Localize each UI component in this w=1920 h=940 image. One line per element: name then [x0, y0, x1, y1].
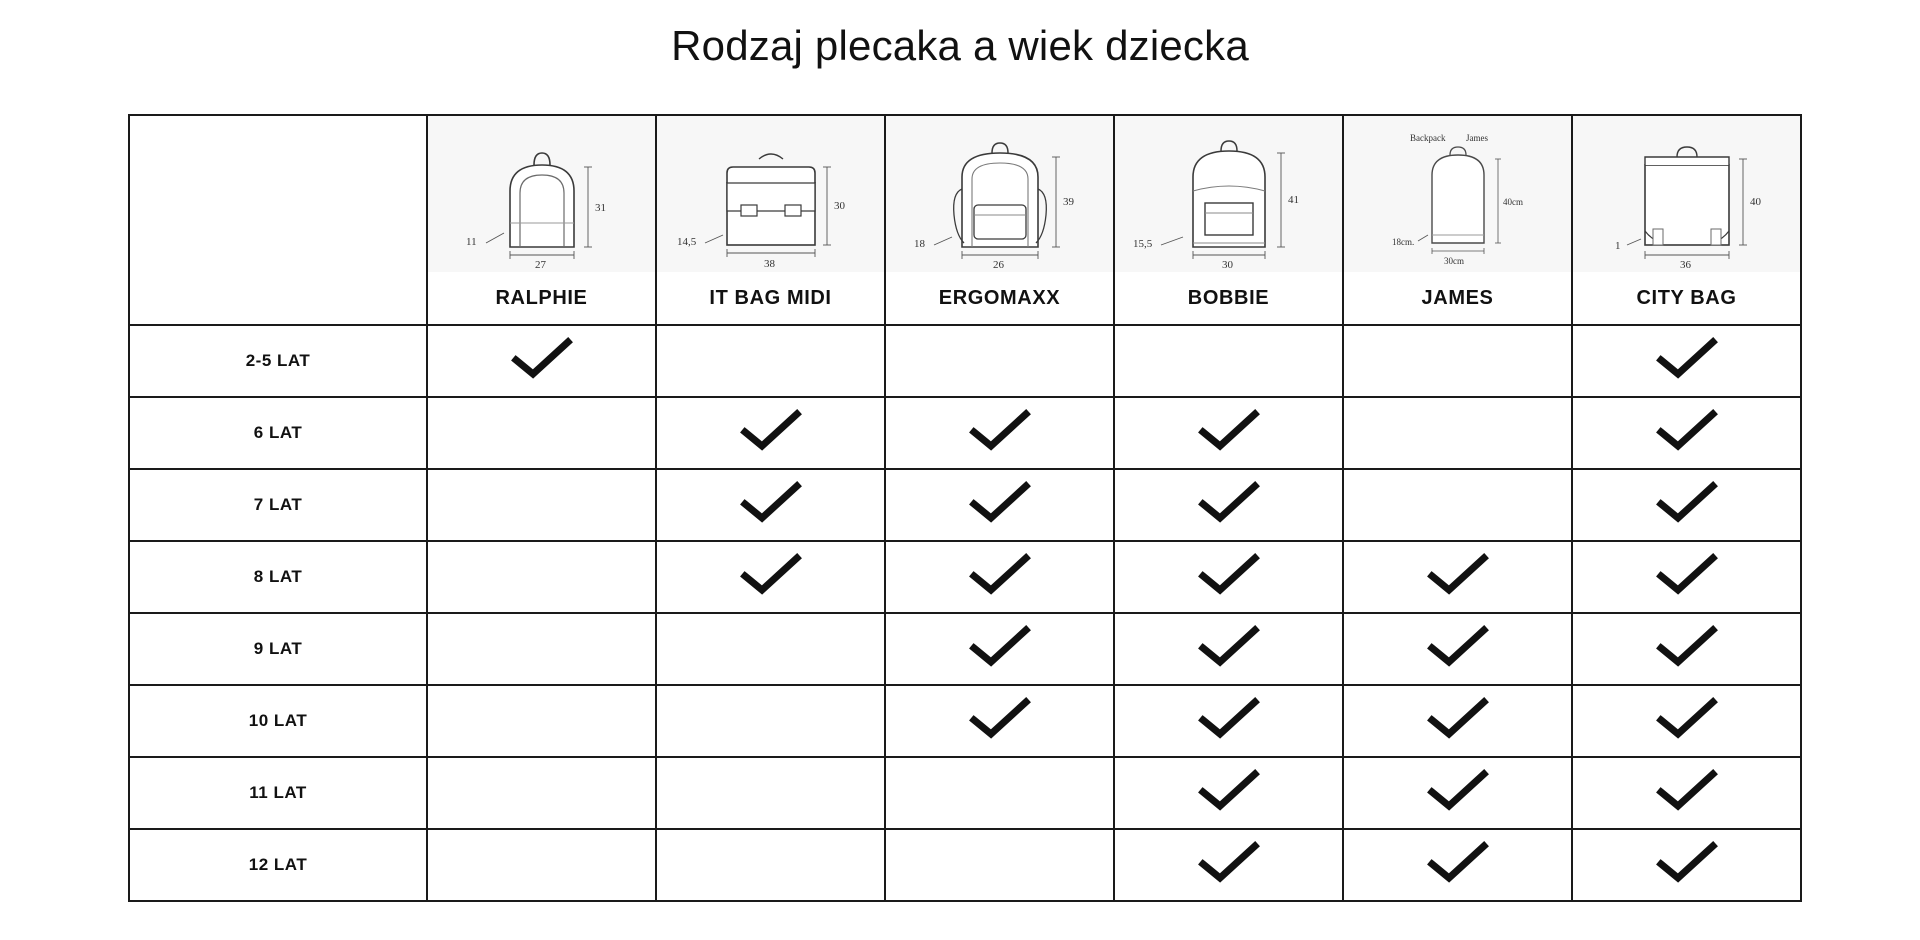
- svg-text:38: 38: [763, 258, 775, 269]
- empty-marker: [770, 364, 771, 365]
- table-row: [129, 397, 1801, 469]
- table-row: [129, 325, 1801, 397]
- svg-text:30: 30: [1221, 259, 1233, 269]
- cell-checked: [427, 325, 656, 397]
- empty-marker: [541, 508, 542, 509]
- satchel-itbagmidi-icon: [657, 116, 884, 272]
- check-icon: [1197, 625, 1261, 669]
- cell-checked: [1343, 829, 1572, 901]
- empty-marker: [541, 652, 542, 653]
- check-icon: [1655, 409, 1719, 453]
- column-header-james[interactable]: [1343, 115, 1572, 325]
- empty-marker: [1228, 364, 1229, 365]
- page-title: Rodzaj plecaka a wiek dziecka: [671, 22, 1249, 69]
- svg-text:31: 31: [594, 202, 606, 214]
- cell-checked: [1114, 541, 1343, 613]
- column-header-bobbie[interactable]: [1114, 115, 1343, 325]
- svg-text:30: 30: [833, 200, 845, 212]
- table-row: [129, 829, 1801, 901]
- svg-text:15,5: 15,5: [1132, 238, 1152, 250]
- cell-empty: [1343, 469, 1572, 541]
- cell-checked: [1572, 829, 1801, 901]
- svg-text:14,5: 14,5: [676, 236, 696, 248]
- empty-marker: [1457, 508, 1458, 509]
- check-icon: [1197, 769, 1261, 813]
- cell-checked: [656, 541, 885, 613]
- table-row: [129, 685, 1801, 757]
- svg-text:27: 27: [534, 259, 546, 269]
- column-header-label: JAMES: [1344, 272, 1571, 324]
- empty-marker: [770, 724, 771, 725]
- backpack-james-icon: [1344, 116, 1571, 272]
- check-icon: [1655, 841, 1719, 885]
- svg-text:18: 18: [913, 238, 925, 250]
- age-row-label: 2-5 LAT: [129, 325, 427, 397]
- age-row-label: 11 LAT: [129, 757, 427, 829]
- check-icon: [1655, 553, 1719, 597]
- column-header-it-bag-midi[interactable]: [656, 115, 885, 325]
- check-icon: [1426, 697, 1490, 741]
- cell-empty: [427, 541, 656, 613]
- check-icon: [1197, 697, 1261, 741]
- cell-empty: [1343, 397, 1572, 469]
- svg-text:1: 1: [1614, 240, 1620, 252]
- check-icon: [510, 337, 574, 381]
- svg-text:36: 36: [1679, 259, 1691, 269]
- empty-marker: [541, 868, 542, 869]
- backpack-ergomaxx-icon: [886, 116, 1113, 272]
- check-icon: [1197, 481, 1261, 525]
- cell-checked: [1343, 685, 1572, 757]
- svg-text:41: 41: [1287, 194, 1299, 206]
- cell-checked: [1572, 325, 1801, 397]
- cell-empty: [656, 757, 885, 829]
- check-icon: [1197, 409, 1261, 453]
- cell-checked: [1343, 541, 1572, 613]
- cell-checked: [885, 397, 1114, 469]
- comparison-table-wrapper: [128, 114, 1800, 902]
- table-row: [129, 541, 1801, 613]
- cell-checked: [1572, 757, 1801, 829]
- check-icon: [1655, 337, 1719, 381]
- empty-marker: [1457, 364, 1458, 365]
- cell-checked: [656, 469, 885, 541]
- svg-text:11: 11: [465, 236, 477, 248]
- cell-checked: [1572, 541, 1801, 613]
- backpack-ralphie-icon: [428, 116, 655, 272]
- cell-empty: [656, 685, 885, 757]
- cell-checked: [885, 469, 1114, 541]
- svg-text:40: 40: [1749, 196, 1761, 208]
- table-row: [129, 469, 1801, 541]
- column-header-ergomaxx[interactable]: [885, 115, 1114, 325]
- check-icon: [968, 553, 1032, 597]
- age-row-label: 12 LAT: [129, 829, 427, 901]
- check-icon: [968, 481, 1032, 525]
- check-icon: [1655, 697, 1719, 741]
- check-icon: [1426, 625, 1490, 669]
- cell-empty: [427, 829, 656, 901]
- check-icon: [1655, 769, 1719, 813]
- age-row-label: 6 LAT: [129, 397, 427, 469]
- check-icon: [968, 409, 1032, 453]
- cell-empty: [656, 325, 885, 397]
- cell-empty: [427, 685, 656, 757]
- check-icon: [1426, 769, 1490, 813]
- age-backpack-matrix: [128, 114, 1802, 902]
- table-row: [129, 757, 1801, 829]
- table-row: [129, 613, 1801, 685]
- empty-marker: [999, 796, 1000, 797]
- check-icon: [1655, 481, 1719, 525]
- cell-empty: [885, 325, 1114, 397]
- empty-marker: [770, 868, 771, 869]
- cell-empty: [427, 397, 656, 469]
- empty-marker: [999, 364, 1000, 365]
- column-header-label: IT BAG MIDI: [657, 272, 884, 324]
- check-icon: [1655, 625, 1719, 669]
- cell-checked: [1114, 829, 1343, 901]
- james-caption: Backpack: [1409, 133, 1445, 143]
- cell-checked: [885, 685, 1114, 757]
- cell-checked: [1114, 685, 1343, 757]
- age-row-label: 9 LAT: [129, 613, 427, 685]
- cell-empty: [656, 613, 885, 685]
- empty-marker: [541, 436, 542, 437]
- cell-empty: [885, 757, 1114, 829]
- cell-checked: [1114, 757, 1343, 829]
- cell-checked: [885, 541, 1114, 613]
- cell-checked: [1572, 397, 1801, 469]
- empty-marker: [999, 868, 1000, 869]
- cell-empty: [427, 757, 656, 829]
- column-header-label: BOBBIE: [1115, 272, 1342, 324]
- cell-checked: [1572, 469, 1801, 541]
- cell-checked: [885, 613, 1114, 685]
- cell-checked: [1114, 397, 1343, 469]
- check-icon: [968, 625, 1032, 669]
- cell-empty: [427, 469, 656, 541]
- svg-text:40cm: 40cm: [1502, 197, 1523, 207]
- svg-text:39: 39: [1062, 196, 1074, 208]
- cell-empty: [1114, 325, 1343, 397]
- cell-checked: [1343, 757, 1572, 829]
- check-icon: [739, 553, 803, 597]
- cell-empty: [1343, 325, 1572, 397]
- cell-checked: [1343, 613, 1572, 685]
- check-icon: [1197, 553, 1261, 597]
- column-header-ralphie[interactable]: [427, 115, 656, 325]
- check-icon: [1197, 841, 1261, 885]
- check-icon: [1426, 841, 1490, 885]
- cell-checked: [1572, 613, 1801, 685]
- cell-empty: [427, 613, 656, 685]
- cell-checked: [1114, 613, 1343, 685]
- age-row-label: 10 LAT: [129, 685, 427, 757]
- empty-marker: [770, 796, 771, 797]
- empty-marker: [770, 652, 771, 653]
- table-header-row: [129, 115, 1801, 325]
- cell-empty: [885, 829, 1114, 901]
- column-header-label: ERGOMAXX: [886, 272, 1113, 324]
- empty-marker: [541, 796, 542, 797]
- column-header-label: CITY BAG: [1573, 272, 1800, 324]
- check-icon: [739, 481, 803, 525]
- age-row-label: 8 LAT: [129, 541, 427, 613]
- corner-cell: [129, 115, 427, 325]
- svg-text:26: 26: [992, 259, 1004, 269]
- empty-marker: [541, 724, 542, 725]
- empty-marker: [1457, 436, 1458, 437]
- age-row-label: 7 LAT: [129, 469, 427, 541]
- svg-text:18cm.: 18cm.: [1391, 237, 1414, 247]
- cell-checked: [1114, 469, 1343, 541]
- check-icon: [968, 697, 1032, 741]
- backpack-bobbie-icon: [1115, 116, 1342, 272]
- column-header-label: RALPHIE: [428, 272, 655, 324]
- cell-checked: [656, 397, 885, 469]
- svg-text:James: James: [1465, 133, 1488, 143]
- svg-text:30cm: 30cm: [1443, 256, 1464, 266]
- column-header-city-bag[interactable]: [1572, 115, 1801, 325]
- cell-checked: [1572, 685, 1801, 757]
- check-icon: [1426, 553, 1490, 597]
- backpack-citybag-icon: [1573, 116, 1800, 272]
- matrix-body: [129, 325, 1801, 901]
- cell-empty: [656, 829, 885, 901]
- empty-marker: [541, 580, 542, 581]
- check-icon: [739, 409, 803, 453]
